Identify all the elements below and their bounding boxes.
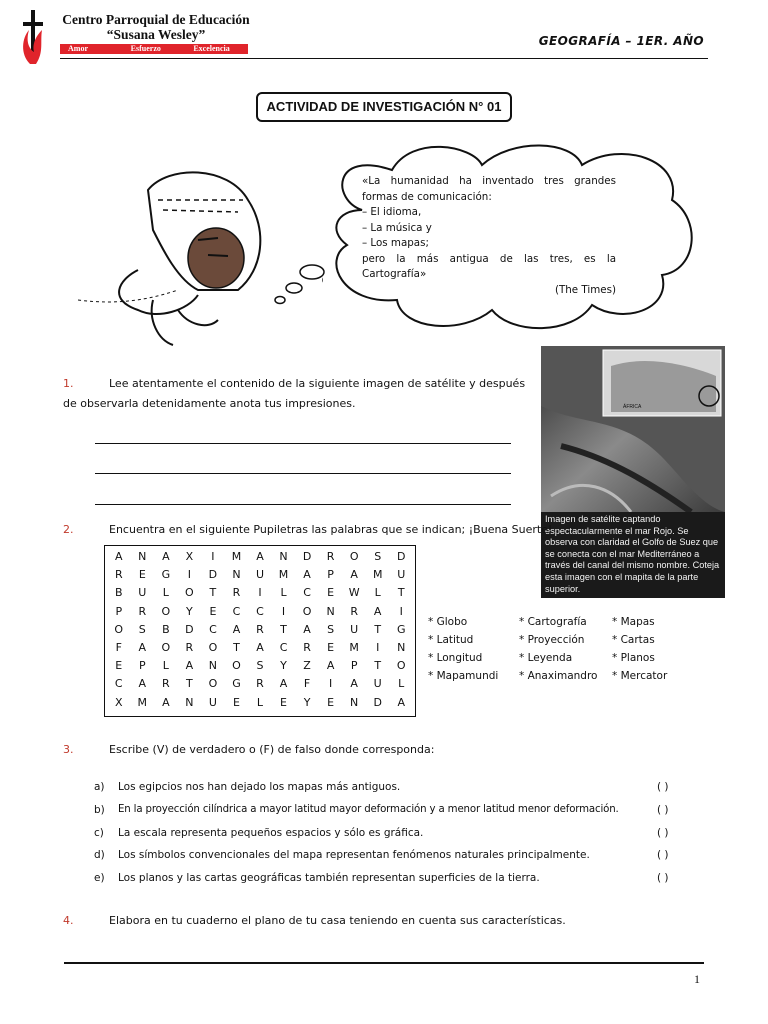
question-text: de observarla detenidamente anota tus impresiones. xyxy=(63,397,356,410)
question-number: 1. xyxy=(63,377,74,390)
grid-cell: L xyxy=(374,586,381,600)
grid-cell: M xyxy=(349,640,359,654)
word-item: * Proyección xyxy=(519,634,585,646)
grid-cell: A xyxy=(303,622,311,636)
grid-cell: O xyxy=(161,640,171,654)
grid-cell: U xyxy=(397,568,406,582)
grid-cell: A xyxy=(256,640,264,654)
school-name-line1: Centro Parroquial de Educación xyxy=(62,12,250,27)
item-text: Los egipcios nos han dejado los mapas más antiguos. xyxy=(118,781,401,793)
grid-cell: T xyxy=(280,622,287,636)
grid-cell: L xyxy=(280,586,287,600)
quote-line: – La música y xyxy=(362,221,432,234)
grid-cell: O xyxy=(208,677,218,691)
grid-cell: A xyxy=(256,550,264,563)
grid-cell: Z xyxy=(303,659,311,673)
grid-cell: U xyxy=(138,586,147,600)
grid-cell: C xyxy=(256,604,264,618)
grid-cell: A xyxy=(373,604,382,618)
grid-cell: E xyxy=(138,568,146,582)
motto-bar xyxy=(60,44,248,54)
question-text: Escribe (V) de verdadero o (F) de falso donde corresponda: xyxy=(109,743,435,756)
grid-cell: E xyxy=(327,640,335,654)
grid-cell: N xyxy=(185,695,194,709)
grid-cell: R xyxy=(256,677,264,691)
school-name xyxy=(62,12,250,42)
grid-cell: S xyxy=(256,659,264,673)
item-text: En la proyección cilíndrica a mayor latitud mayor deformación y a menor latitud menor deformación. xyxy=(118,803,619,815)
grid-cell: A xyxy=(279,677,288,691)
grid-cell: O xyxy=(114,622,124,636)
grid-cell: Y xyxy=(303,695,311,709)
answer-box[interactable]: ( ) xyxy=(657,781,669,793)
grid-cell: M xyxy=(372,568,383,582)
grid-cell: R xyxy=(326,550,335,563)
grid-cell: Y xyxy=(280,659,287,673)
grid-cell: P xyxy=(327,568,334,582)
motto-excelencia: Excelencia xyxy=(193,44,230,53)
grid-cell: G xyxy=(232,677,241,691)
grid-cell: O xyxy=(161,604,171,618)
grid-cell: N xyxy=(138,550,147,563)
page-number: 1 xyxy=(694,972,700,986)
quote-line: – Los mapas; xyxy=(362,237,429,249)
answer-line[interactable] xyxy=(95,443,511,444)
grid-cell: L xyxy=(256,695,264,709)
grid-cell: P xyxy=(350,659,358,673)
grid-cell: R xyxy=(162,677,170,691)
grid-cell: I xyxy=(376,640,380,654)
word-item: * Cartografía xyxy=(519,616,587,628)
grid-cell: L xyxy=(398,677,405,691)
grid-cell: A xyxy=(138,677,147,691)
motto-esfuerzo: Esfuerzo xyxy=(130,44,161,53)
question-text: Elabora en tu cuaderno el plano de tu casa teniendo en cuenta sus características. xyxy=(109,914,566,927)
answer-box[interactable]: ( ) xyxy=(657,803,669,816)
word-list-col1 xyxy=(428,613,498,685)
quote-line: – El idioma, xyxy=(362,206,422,218)
activity-title: ACTIVIDAD DE INVESTIGACIÓN N° 01 xyxy=(256,92,512,122)
grid-cell: R xyxy=(114,568,123,582)
grid-cell: O xyxy=(302,604,312,618)
word-list-col2 xyxy=(519,613,597,685)
grid-cell: S xyxy=(374,550,382,563)
grid-cell: N xyxy=(350,695,359,709)
grid-cell: N xyxy=(232,568,241,582)
grid-cell: C xyxy=(303,586,311,600)
grid-cell: W xyxy=(348,586,360,600)
word-item: * Cartas xyxy=(612,634,655,646)
word-item: * Anaximandro xyxy=(519,670,598,682)
grid-cell: I xyxy=(187,568,191,582)
item-letter: a) xyxy=(94,781,105,793)
quote-line: formas de comunicación: xyxy=(362,190,492,203)
school-name-line2: “Susana Wesley” xyxy=(106,27,206,42)
answer-box[interactable]: ( ) xyxy=(657,872,669,885)
grid-cell: S xyxy=(327,622,335,636)
answer-line[interactable] xyxy=(95,473,511,474)
footer-divider xyxy=(64,962,704,964)
question-4 xyxy=(63,911,583,931)
grid-cell: Y xyxy=(186,604,193,618)
grid-cell: T xyxy=(374,622,382,636)
item-text: La escala representa pequeños espacios y sólo es gráfica. xyxy=(118,826,424,839)
grid-cell: U xyxy=(373,677,382,691)
grid-cell: L xyxy=(162,586,169,600)
grid-cell: R xyxy=(138,604,147,618)
word-item: * Longitud xyxy=(428,652,483,664)
grid-cell: D xyxy=(396,550,406,563)
grid-cell: N xyxy=(279,550,288,563)
grid-cell: R xyxy=(232,586,241,600)
quote-line: pero la más antigua de las tres, es la xyxy=(362,252,616,265)
word-list-col3 xyxy=(612,613,667,685)
question-3 xyxy=(63,740,533,760)
grid-cell: A xyxy=(185,659,194,673)
grid-cell: E xyxy=(327,695,335,709)
word-item: * Mercator xyxy=(612,670,668,682)
grid-cell: B xyxy=(162,622,170,636)
header-divider xyxy=(60,58,708,59)
satellite-caption: Imagen de satélite captando espectacularmente el mar Rojo. Se observa con claridad el Golfo de Suez que se conecta con el mar Mediterráneo a través del canal del mismo nombre. Coteja esta imagen con el mapita de la parte superior. xyxy=(541,512,725,598)
grid-cell: I xyxy=(399,604,403,618)
grid-cell: C xyxy=(279,640,288,654)
grid-cell: E xyxy=(280,695,287,709)
grid-cell: O xyxy=(232,659,241,673)
grid-cell: N xyxy=(326,604,335,618)
grid-cell: N xyxy=(208,659,218,673)
word-item: * Mapamundi xyxy=(428,670,499,682)
grid-cell: A xyxy=(162,695,170,709)
true-false-item xyxy=(94,822,694,845)
grid-cell: I xyxy=(328,677,333,691)
grid-cell: T xyxy=(397,586,405,600)
grid-cell: A xyxy=(138,640,147,654)
grid-cell: U xyxy=(350,622,359,636)
grid-cell: T xyxy=(233,640,240,654)
grid-cell: E xyxy=(115,659,123,673)
grid-cell: L xyxy=(162,659,169,673)
grid-cell: A xyxy=(350,677,358,691)
grid-cell: M xyxy=(278,568,289,582)
grid-cell: O xyxy=(396,659,406,673)
grid-cell: T xyxy=(209,586,217,600)
thought-bubbles-icon xyxy=(270,260,330,310)
grid-cell: F xyxy=(303,677,311,691)
question-text: Lee atentamente el contenido de la siguiente imagen de satélite y después xyxy=(109,377,526,390)
word-search-grid xyxy=(104,545,416,717)
true-false-item xyxy=(94,799,694,822)
grid-cell: R xyxy=(303,640,311,654)
grid-cell: A xyxy=(303,568,311,582)
grid-cell: E xyxy=(232,695,240,709)
question-text: Encuentra en el siguiente Pupiletras las palabras que se indican; ¡Buena Suerte! xyxy=(109,523,553,536)
grid-cell: D xyxy=(208,568,218,582)
question-1 xyxy=(63,374,533,414)
grid-cell: M xyxy=(231,550,242,563)
grid-cell: F xyxy=(115,640,122,654)
grid-cell: A xyxy=(115,550,123,563)
item-letter: e) xyxy=(94,872,105,885)
item-letter: d) xyxy=(94,849,105,862)
grid-cell: N xyxy=(397,640,406,654)
quote-line: «La humanidad ha inventado tres grandes xyxy=(362,175,616,187)
grid-cell: I xyxy=(211,550,215,563)
map-label-africa: ÁFRICA xyxy=(623,404,642,410)
grid-cell: A xyxy=(162,550,170,563)
grid-cell: U xyxy=(208,695,217,709)
grid-cell: I xyxy=(281,604,286,618)
grid-cell: O xyxy=(208,640,218,654)
grid-cell: B xyxy=(114,586,123,600)
grid-cell: C xyxy=(209,622,217,636)
grid-cell: A xyxy=(326,659,335,673)
subject-label: GEOGRAFÍA – 1ER. AÑO xyxy=(538,34,704,48)
grid-cell: T xyxy=(374,659,382,673)
question-number: 4. xyxy=(63,914,74,927)
grid-cell: D xyxy=(185,622,194,636)
item-text: Los planos y las cartas geográficas también representan superficies de la tierra. xyxy=(118,872,540,885)
quote-source: (The Times) xyxy=(554,283,616,296)
item-text: Los símbolos convencionales del mapa representan fenómenos naturales principalmente. xyxy=(118,849,590,862)
answer-box[interactable]: ( ) xyxy=(657,826,669,839)
quote-text xyxy=(362,174,616,298)
word-item: * Planos xyxy=(612,652,655,664)
grid-cell: D xyxy=(373,695,382,709)
grid-cell: R xyxy=(185,640,194,654)
grid-cell: S xyxy=(138,622,146,636)
grid-cell: R xyxy=(350,604,358,618)
question-2 xyxy=(63,520,553,540)
grid-cell: C xyxy=(232,604,241,618)
motto-amor: Amor xyxy=(68,44,88,53)
true-false-item xyxy=(94,844,694,867)
grid-cell: C xyxy=(114,677,123,691)
answer-line[interactable] xyxy=(95,504,511,505)
cross-flame-logo-icon xyxy=(20,8,46,66)
grid-cell: P xyxy=(115,604,123,618)
question-number: 3. xyxy=(63,743,74,756)
grid-cell: X xyxy=(185,550,194,563)
grid-cell: U xyxy=(255,568,265,582)
grid-cell: P xyxy=(138,659,146,673)
grid-cell: A xyxy=(397,695,405,709)
grid-cell: X xyxy=(114,695,123,709)
item-letter: b) xyxy=(94,803,105,816)
question-number: 2. xyxy=(63,523,74,536)
grid-cell: R xyxy=(256,622,264,636)
grid-cell: A xyxy=(350,568,358,582)
grid-cell: O xyxy=(185,586,194,600)
grid-cell: E xyxy=(327,586,335,600)
quote-line: Cartografía» xyxy=(362,268,427,280)
grid-cell: I xyxy=(258,586,262,600)
true-false-list xyxy=(94,776,694,890)
grid-cell: T xyxy=(186,677,193,691)
grid-cell: G xyxy=(161,568,171,582)
grid-cell: D xyxy=(302,550,312,563)
word-item: * Globo xyxy=(428,616,468,628)
word-item: * Latitud xyxy=(428,634,474,646)
true-false-item xyxy=(94,776,694,799)
word-item: * Mapas xyxy=(612,616,655,628)
character-illustration-icon xyxy=(78,160,278,348)
word-item: * Leyenda xyxy=(519,652,573,664)
true-false-item xyxy=(94,867,694,890)
grid-cell: E xyxy=(209,604,217,618)
answer-box[interactable]: ( ) xyxy=(657,849,669,862)
item-letter: c) xyxy=(94,826,104,839)
grid-cell: M xyxy=(137,695,148,709)
grid-cell: G xyxy=(396,622,406,636)
grid-cell: O xyxy=(349,550,359,563)
grid-cell: A xyxy=(232,622,241,636)
